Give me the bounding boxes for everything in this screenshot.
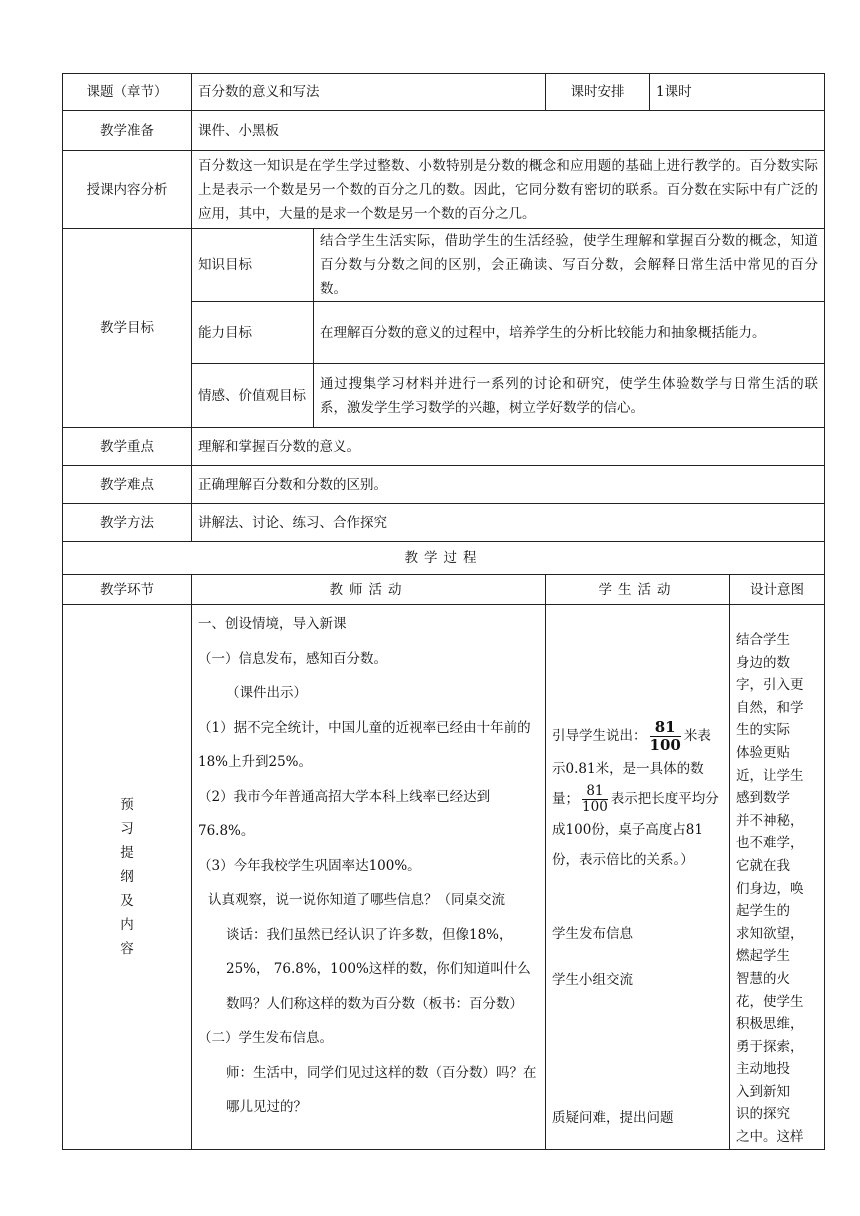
student-guide-text xyxy=(552,719,723,875)
knowledge-goal-label: 知识目标 xyxy=(192,229,314,302)
design-intent-line: 识的探究 xyxy=(736,1106,791,1123)
ability-goal-label: 能力目标 xyxy=(192,302,314,364)
schedule-label: 课时安排 xyxy=(546,74,650,111)
design-intent-line: 也不难学， xyxy=(736,835,804,852)
student-line: 学生发布信息 xyxy=(552,926,634,942)
teacher-line: 谈话：我们虽然已经认识了许多数，但像18%，25%， 76.8%，100%这样的数，你们知道叫什么数吗？人们称这样的数为百分数（板书：百分数） xyxy=(226,926,531,1012)
stage-char: 容 xyxy=(120,940,134,957)
design-intent-line: 之中。这样 xyxy=(736,1129,804,1146)
design-intent-line: 起学生的 xyxy=(736,903,791,920)
design-intent-line: 感到数学 xyxy=(736,790,791,807)
teacher-line: 认真观察，说一说你知道了哪些信息？（同桌交流 xyxy=(208,892,505,908)
design-intent-line: 们身边，唤 xyxy=(736,880,804,897)
stage-char: 提 xyxy=(120,844,134,861)
col-teacher-header: 教师活动 xyxy=(192,575,546,605)
design-intent-line: 字，引入更 xyxy=(736,677,804,694)
stage-char: 预 xyxy=(120,796,134,813)
prep-label: 教学准备 xyxy=(63,111,192,151)
course-label: 课题（章节） xyxy=(63,74,192,111)
student-guide-prefix: 引导学生说出： xyxy=(552,728,647,744)
method-value: 讲解法、讨论、练习、合作探究 xyxy=(192,504,825,542)
design-intent-line: 身边的数 xyxy=(736,654,791,671)
key-point-label: 教学重点 xyxy=(63,428,192,466)
fraction-81-100-small xyxy=(582,784,608,815)
student-guide-suffix: 表示把长度平均分成100份，桌子高度占81份，表示倍比的关系。） xyxy=(552,791,719,868)
teacher-line: （一）信息发布，感知百分数。 xyxy=(198,650,387,667)
student-line: 学生小组交流 xyxy=(552,972,634,988)
design-intent-line: 勇于探索， xyxy=(736,1038,804,1055)
design-intent-line: 生的实际 xyxy=(736,722,791,739)
teacher-line: （2）我市今年普通高招大学本科上线率已经达到76.8%。 xyxy=(198,788,491,839)
col-stage-header: 教学环节 xyxy=(63,575,192,605)
design-intent-line: 求知欲望， xyxy=(736,925,804,942)
design-intent-cell xyxy=(730,605,825,1150)
student-line: 质疑问难，提出问题 xyxy=(552,1110,674,1126)
fraction-denominator: 100 xyxy=(649,736,681,754)
design-intent-line: 燃起学生 xyxy=(736,948,791,965)
col-student-header: 学生活动 xyxy=(546,575,730,605)
emotion-goal-value: 通过搜集学习材料并进行一系列的讨论和研究，使学生体验数学与日常生活的联系，激发学生学习数学的兴趣，树立学好数学的信心。 xyxy=(314,364,825,428)
process-title: 教学过程 xyxy=(63,542,825,575)
stage-cell xyxy=(63,605,192,1150)
design-intent-line: 并不神秘， xyxy=(736,812,804,829)
emotion-goal-label: 情感、价值观目标 xyxy=(192,364,314,428)
analysis-value: 百分数这一知识是在学生学过整数、小数特别是分数的概念和应用题的基础上进行教学的。百分数实际上是表示一个数是另一个数的百分之几的数。因此，它同分数有密切的联系。百分数在实际中有广泛的应用，其中，大量的是求一个数是另一个数的百分之几。 xyxy=(192,151,825,229)
design-intent-line: 体验更贴 xyxy=(736,744,791,761)
teacher-line: （课件出示） xyxy=(226,685,307,701)
design-intent-text xyxy=(736,629,818,1149)
teacher-line: 一、创设情境，导入新课 xyxy=(198,616,347,632)
student-activity-cell xyxy=(546,605,730,1150)
key-point-value: 理解和掌握百分数的意义。 xyxy=(192,428,825,466)
design-intent-line: 入到新知 xyxy=(736,1083,791,1100)
fraction-81-100 xyxy=(650,719,681,754)
teacher-activity-cell xyxy=(192,605,546,1150)
design-intent-line: 主动地投 xyxy=(736,1061,791,1078)
lesson-plan-table xyxy=(62,73,825,1150)
col-intent-header: 设计意图 xyxy=(730,575,825,605)
design-intent-line: 近，让学生 xyxy=(736,767,804,784)
stage-char: 内 xyxy=(120,916,134,933)
knowledge-goal-value: 结合学生生活实际，借助学生的生活经验，使学生理解和掌握百分数的概念，知道百分数与分数之间的区别，会正确读、写百分数，会解释日常生活中常见的百分数。 xyxy=(314,229,825,302)
fraction-numerator: 81 xyxy=(582,784,608,800)
stage-char: 及 xyxy=(120,892,134,909)
fraction-numerator: 81 xyxy=(650,719,681,737)
method-label: 教学方法 xyxy=(63,504,192,542)
design-intent-line: 自然，和学 xyxy=(736,699,804,716)
design-intent-line: 智慧的火 xyxy=(736,970,791,987)
analysis-label: 授课内容分析 xyxy=(63,151,192,229)
goals-label: 教学目标 xyxy=(63,229,192,428)
teacher-line: （1）据不完全统计，中国儿童的近视率已经由十年前的18%上升到25%。 xyxy=(198,719,531,770)
lesson-plan xyxy=(62,73,824,1150)
stage-char: 纲 xyxy=(120,868,134,885)
prep-value: 课件、小黑板 xyxy=(192,111,825,151)
design-intent-line: 结合学生 xyxy=(736,632,791,648)
stage-vertical-text xyxy=(69,793,185,961)
teacher-line: 师：生活中，同学们见过这样的数（百分数）吗？在哪儿见过的？ xyxy=(226,1064,537,1115)
ability-goal-value: 在理解百分数的意义的过程中，培养学生的分析比较能力和抽象概括能力。 xyxy=(314,302,825,364)
design-intent-line: 花，使学生 xyxy=(736,993,804,1010)
stage-char: 习 xyxy=(120,820,134,837)
teacher-line: （二）学生发布信息。 xyxy=(198,1030,333,1046)
course-value: 百分数的意义和写法 xyxy=(192,74,546,111)
schedule-value: 1课时 xyxy=(650,74,825,111)
teacher-line: （3）今年我校学生巩固率达100%。 xyxy=(198,857,421,874)
fraction-denominator: 100 xyxy=(582,799,608,815)
design-intent-line: 积极思维， xyxy=(736,1016,804,1033)
difficulty-value: 正确理解百分数和分数的区别。 xyxy=(192,466,825,504)
design-intent-line: 它就在我 xyxy=(736,857,791,874)
student-guide-middle: 米表示0.81米，是一具体的数量； xyxy=(552,728,711,807)
difficulty-label: 教学难点 xyxy=(63,466,192,504)
